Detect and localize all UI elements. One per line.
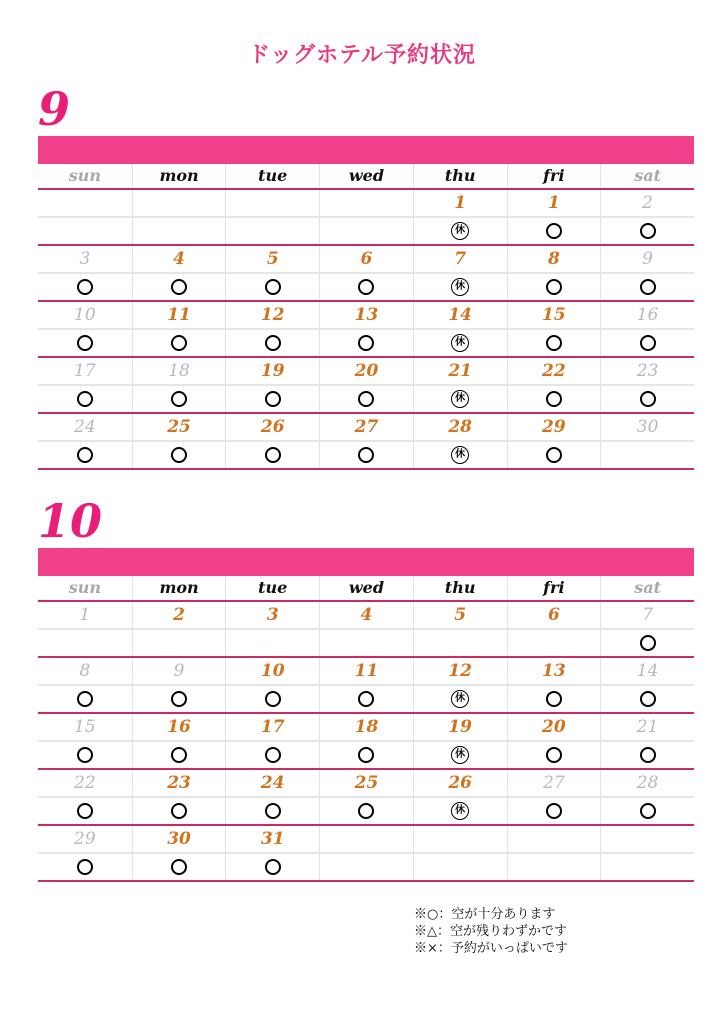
status-cell: [132, 330, 226, 356]
date-cell: 29: [74, 829, 96, 849]
date-cell: 2: [600, 190, 694, 216]
date-cell: 2: [132, 602, 226, 628]
available-circle-icon: [546, 279, 562, 295]
status-row: [38, 742, 694, 770]
status-cell: [132, 854, 226, 880]
available-circle-icon: [640, 803, 656, 819]
weekday-sat: sat: [600, 576, 694, 600]
date-cell: 14: [413, 302, 507, 328]
available-circle-icon: [265, 747, 281, 763]
available-circle-icon: [358, 803, 374, 819]
status-cell: [38, 274, 132, 300]
date-cell: [132, 190, 226, 216]
status-row: [38, 218, 694, 246]
status-cell: [132, 274, 226, 300]
calendar-grid: [38, 576, 694, 882]
weekday-sun: sun: [68, 166, 101, 185]
month-header-bar: [38, 548, 694, 576]
status-cell: [38, 386, 132, 412]
status-cell: [413, 274, 507, 300]
date-cell: 8: [79, 661, 91, 681]
status-cell: [225, 686, 319, 712]
date-row: [38, 246, 694, 274]
available-circle-icon: [171, 747, 187, 763]
status-cell: [38, 442, 132, 468]
status-cell: [319, 686, 413, 712]
status-cell: [319, 442, 413, 468]
status-cell: [38, 686, 132, 712]
date-cell: [319, 190, 413, 216]
date-cell: 18: [319, 714, 413, 740]
status-cell: [600, 386, 694, 412]
status-cell: [38, 330, 132, 356]
available-circle-icon: [171, 691, 187, 707]
weekday-thu: thu: [413, 164, 507, 188]
status-cell: [319, 386, 413, 412]
date-cell: 10: [74, 305, 96, 325]
weekday-fri: fri: [507, 576, 601, 600]
status-cell: [413, 442, 507, 468]
status-cell: [225, 274, 319, 300]
available-circle-icon: [265, 279, 281, 295]
date-cell: 12: [225, 302, 319, 328]
date-cell: 26: [225, 414, 319, 440]
closed-day-icon: 休: [451, 334, 469, 352]
weekday-mon: mon: [132, 576, 226, 600]
available-circle-icon: [265, 691, 281, 707]
date-cell: 7: [413, 246, 507, 272]
date-cell: 17: [225, 714, 319, 740]
status-cell: [507, 742, 601, 768]
status-cell: [38, 854, 132, 880]
date-cell: 14: [600, 658, 694, 684]
legend-few-left: ※△：空が残りわずかです: [414, 924, 567, 939]
status-cell: [225, 386, 319, 412]
status-cell: [600, 218, 694, 244]
available-circle-icon: [640, 635, 656, 651]
available-circle-icon: [546, 803, 562, 819]
status-cell: [507, 854, 601, 880]
status-cell: [507, 686, 601, 712]
closed-day-icon: 休: [451, 446, 469, 464]
date-cell: 6: [507, 602, 601, 628]
date-cell: 21: [413, 358, 507, 384]
date-cell: [600, 826, 694, 852]
weekday-mon: mon: [132, 164, 226, 188]
weekday-sat: sat: [600, 164, 694, 188]
date-cell: 1: [507, 190, 601, 216]
available-circle-icon: [265, 391, 281, 407]
date-cell: 3: [225, 602, 319, 628]
status-cell: [600, 274, 694, 300]
closed-day-icon: 休: [451, 222, 469, 240]
weekday-wed: wed: [319, 576, 413, 600]
month-header-bar: [38, 136, 694, 164]
date-cell: [38, 190, 132, 216]
date-row: [38, 714, 694, 742]
legend-available: ※○：空が十分あります: [414, 907, 556, 922]
available-circle-icon: [640, 691, 656, 707]
month-number: 9: [38, 82, 71, 136]
date-cell: 29: [507, 414, 601, 440]
available-circle-icon: [640, 747, 656, 763]
status-row: [38, 854, 694, 882]
available-circle-icon: [77, 747, 93, 763]
available-circle-icon: [546, 691, 562, 707]
date-cell: 1: [79, 605, 91, 625]
date-row: [38, 414, 694, 442]
available-circle-icon: [171, 447, 187, 463]
date-cell: 3: [79, 249, 91, 269]
status-cell: [507, 442, 601, 468]
status-cell: [507, 330, 601, 356]
date-row: [38, 602, 694, 630]
status-cell: [507, 386, 601, 412]
status-row: [38, 686, 694, 714]
status-cell: [319, 630, 413, 656]
date-cell: 10: [225, 658, 319, 684]
status-cell: [600, 742, 694, 768]
available-circle-icon: [171, 391, 187, 407]
date-cell: 17: [74, 361, 96, 381]
status-cell: [600, 330, 694, 356]
date-cell: 7: [600, 602, 694, 628]
date-cell: 22: [74, 773, 96, 793]
status-row: [38, 330, 694, 358]
date-cell: 27: [507, 770, 601, 796]
available-circle-icon: [358, 279, 374, 295]
status-cell: [319, 330, 413, 356]
date-cell: [225, 190, 319, 216]
status-cell: [507, 798, 601, 824]
weekday-header-row: [38, 164, 694, 190]
date-cell: [319, 826, 413, 852]
date-cell: 9: [132, 658, 226, 684]
closed-day-icon: 休: [451, 278, 469, 296]
status-cell: [225, 798, 319, 824]
closed-day-icon: 休: [451, 802, 469, 820]
date-cell: 6: [319, 246, 413, 272]
date-cell: 20: [507, 714, 601, 740]
date-cell: 27: [319, 414, 413, 440]
available-circle-icon: [640, 223, 656, 239]
status-cell: [413, 630, 507, 656]
status-cell: [132, 686, 226, 712]
available-circle-icon: [546, 391, 562, 407]
available-circle-icon: [77, 859, 93, 875]
status-cell: [413, 854, 507, 880]
status-cell: [38, 218, 132, 244]
available-circle-icon: [265, 335, 281, 351]
available-circle-icon: [77, 803, 93, 819]
status-cell: [132, 386, 226, 412]
status-cell: [600, 630, 694, 656]
available-circle-icon: [640, 335, 656, 351]
month-number: 10: [38, 494, 103, 548]
status-row: [38, 630, 694, 658]
weekday-wed: wed: [319, 164, 413, 188]
date-row: [38, 658, 694, 686]
available-circle-icon: [640, 279, 656, 295]
status-cell: [600, 854, 694, 880]
status-cell: [413, 686, 507, 712]
status-cell: [132, 798, 226, 824]
status-row: [38, 386, 694, 414]
available-circle-icon: [171, 335, 187, 351]
date-cell: 21: [600, 714, 694, 740]
date-cell: 31: [225, 826, 319, 852]
status-cell: [132, 442, 226, 468]
available-circle-icon: [77, 391, 93, 407]
date-cell: 9: [600, 246, 694, 272]
date-cell: 11: [319, 658, 413, 684]
status-cell: [413, 798, 507, 824]
date-cell: [507, 826, 601, 852]
calendar-grid: [38, 164, 694, 470]
date-cell: 19: [225, 358, 319, 384]
weekday-sun: sun: [68, 578, 101, 597]
date-cell: 11: [132, 302, 226, 328]
date-cell: 19: [413, 714, 507, 740]
date-cell: 5: [413, 602, 507, 628]
date-cell: 30: [132, 826, 226, 852]
date-cell: 22: [507, 358, 601, 384]
date-cell: 16: [132, 714, 226, 740]
date-cell: 23: [600, 358, 694, 384]
status-cell: [413, 218, 507, 244]
weekday-thu: thu: [413, 576, 507, 600]
weekday-tue: tue: [225, 164, 319, 188]
available-circle-icon: [546, 223, 562, 239]
status-cell: [225, 330, 319, 356]
available-circle-icon: [358, 447, 374, 463]
available-circle-icon: [358, 391, 374, 407]
page-title: ドッグホテル予約状況: [247, 43, 477, 68]
status-cell: [225, 630, 319, 656]
date-cell: 13: [507, 658, 601, 684]
status-cell: [507, 218, 601, 244]
date-cell: 5: [225, 246, 319, 272]
status-cell: [132, 742, 226, 768]
available-circle-icon: [77, 279, 93, 295]
date-cell: [413, 826, 507, 852]
closed-day-icon: 休: [451, 746, 469, 764]
status-cell: [132, 218, 226, 244]
weekday-header-row: [38, 576, 694, 602]
date-row: [38, 302, 694, 330]
available-circle-icon: [640, 391, 656, 407]
status-cell: [319, 218, 413, 244]
closed-day-icon: 休: [451, 690, 469, 708]
status-cell: [413, 330, 507, 356]
available-circle-icon: [77, 691, 93, 707]
status-cell: [319, 274, 413, 300]
status-cell: [132, 630, 226, 656]
available-circle-icon: [171, 803, 187, 819]
available-circle-icon: [358, 691, 374, 707]
date-cell: 13: [319, 302, 413, 328]
closed-day-icon: 休: [451, 390, 469, 408]
date-cell: 1: [413, 190, 507, 216]
date-cell: 28: [413, 414, 507, 440]
status-cell: [38, 742, 132, 768]
status-row: [38, 442, 694, 470]
date-cell: 20: [319, 358, 413, 384]
status-cell: [600, 798, 694, 824]
status-cell: [38, 798, 132, 824]
date-cell: 4: [132, 246, 226, 272]
available-circle-icon: [546, 747, 562, 763]
legend: [414, 906, 568, 957]
status-cell: [38, 630, 132, 656]
date-row: [38, 826, 694, 854]
status-cell: [319, 742, 413, 768]
available-circle-icon: [171, 859, 187, 875]
date-cell: 28: [600, 770, 694, 796]
available-circle-icon: [358, 335, 374, 351]
weekday-fri: fri: [507, 164, 601, 188]
date-cell: 25: [319, 770, 413, 796]
date-cell: 8: [507, 246, 601, 272]
status-cell: [225, 742, 319, 768]
available-circle-icon: [77, 447, 93, 463]
available-circle-icon: [171, 279, 187, 295]
available-circle-icon: [77, 335, 93, 351]
weekday-tue: tue: [225, 576, 319, 600]
available-circle-icon: [265, 447, 281, 463]
status-cell: [600, 686, 694, 712]
legend-full: ※×：予約がいっぱいです: [414, 941, 568, 956]
available-circle-icon: [265, 859, 281, 875]
date-cell: 12: [413, 658, 507, 684]
available-circle-icon: [546, 335, 562, 351]
status-cell: [319, 798, 413, 824]
date-cell: 4: [319, 602, 413, 628]
available-circle-icon: [265, 803, 281, 819]
status-cell: [507, 630, 601, 656]
date-cell: 24: [74, 417, 96, 437]
available-circle-icon: [546, 447, 562, 463]
status-row: [38, 274, 694, 302]
status-cell: [225, 218, 319, 244]
available-circle-icon: [358, 747, 374, 763]
status-cell: [507, 274, 601, 300]
status-cell: [225, 854, 319, 880]
status-cell: [413, 742, 507, 768]
date-row: [38, 190, 694, 218]
status-cell: [225, 442, 319, 468]
date-row: [38, 770, 694, 798]
date-cell: 18: [132, 358, 226, 384]
status-cell: [413, 386, 507, 412]
date-cell: 25: [132, 414, 226, 440]
date-cell: 15: [74, 717, 96, 737]
date-cell: 26: [413, 770, 507, 796]
date-cell: 16: [600, 302, 694, 328]
date-cell: 24: [225, 770, 319, 796]
status-cell: [319, 854, 413, 880]
date-cell: 30: [600, 414, 694, 440]
status-cell: [600, 442, 694, 468]
date-cell: 23: [132, 770, 226, 796]
status-row: [38, 798, 694, 826]
date-row: [38, 358, 694, 386]
date-cell: 15: [507, 302, 601, 328]
